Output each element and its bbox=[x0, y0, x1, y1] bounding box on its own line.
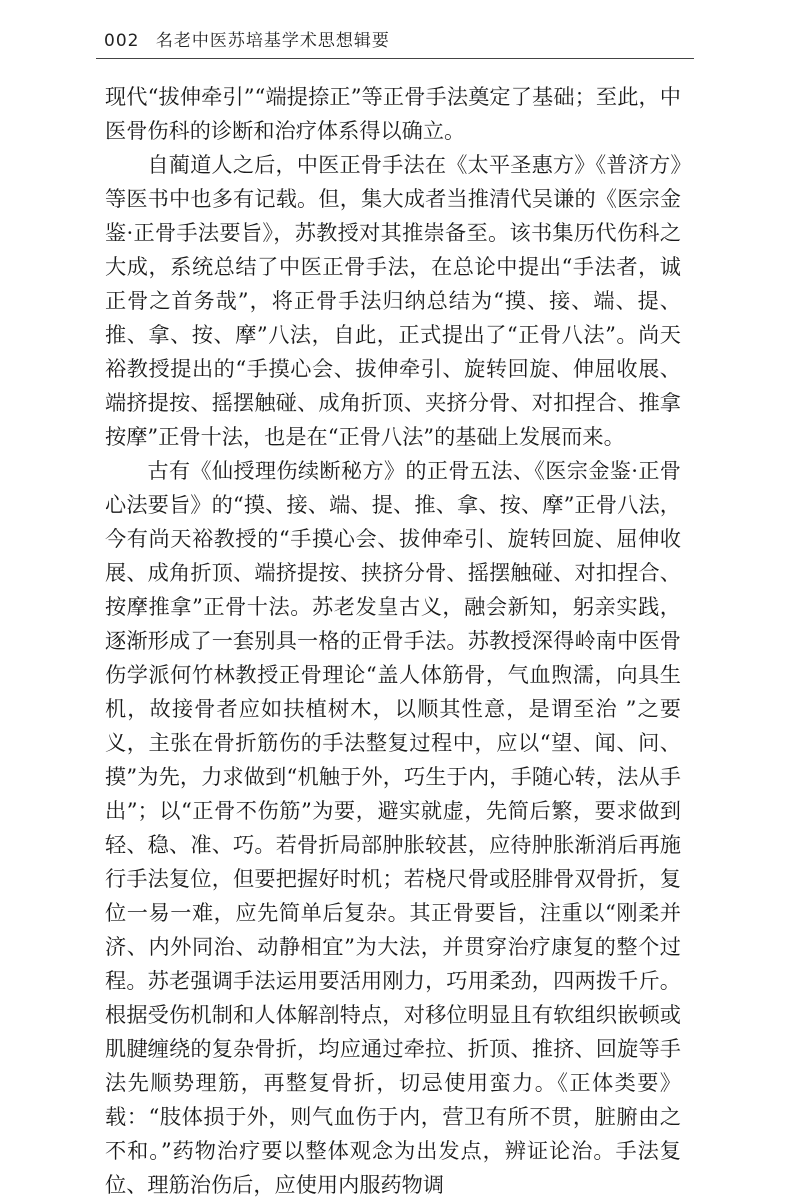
paragraph: 古有《仙授理伤续断秘方》的正骨五法、《医宗金鉴·正骨心法要旨》的“摸、接、端、提、推、拿、按、摩”正骨八法，今有尚天裕教授的“手摸心会、拔伸牵引、旋转回旋、屈伸收展、成角折顶、端挤提按、挟挤分骨、摇摆触碰、对扣捏合、按摩推拿”正骨十法。苏老发皇古义，融会新知，躬亲实践，逐渐形成了一套别具一格的正骨手法。苏教授深得岭南中医骨伤学派何竹林教授正骨理论“盖人体筋骨，气血煦濡，向具生机，故接骨者应如扶植树木，以顺其性意，是谓至治 ”之要义，主张在骨折筋伤的手法整复过程中，应以“望、闻、问、摸”为先，力求做到“机触于外，巧生于内，手随心转，法从手出”；以“正骨不伤筋”为要，避实就虚，先简后繁，要求做到轻、稳、准、巧。若骨折局部肿胀较甚，应待肿胀渐消后再施行手法复位，但要把握好时机；若桡尺骨或胫腓骨双骨折，复位一易一难，应先简单后复杂。其正骨要旨，注重以“刚柔并济、内外同治、动静相宜”为大法，并贯穿治疗康复的整个过程。苏老强调手法运用要活用刚力，巧用柔劲，四两拨千斤。根据受伤机制和人体解剖特点，对移位明显且有软组织嵌顿或肌腱缠绕的复杂骨折，均应通过牵拉、折顶、推挤、回旋等手法先顺势理筋，再整复骨折，切忌使用蛮力。《正体类要》载：“肢体损于外，则气血伤于内，营卫有所不贯，脏腑由之不和。”药物治疗要以整体观念为出发点，辨证论治。手法复位、理筋治伤后，应使用内服药物调 bbox=[105, 458, 681, 1197]
paragraph: 现代“拔伸牵引”“端提捺正”等正骨手法奠定了基础；至此，中医骨伤科的诊断和治疗体系得以确立。 bbox=[105, 84, 681, 143]
page-number: 002 bbox=[104, 31, 140, 51]
header-rule bbox=[96, 58, 694, 59]
body-text bbox=[105, 80, 681, 1202]
running-header bbox=[104, 26, 390, 51]
book-title: 名老中医苏培基学术思想辑要 bbox=[155, 31, 390, 51]
paragraph: 自蔺道人之后，中医正骨手法在《太平圣惠方》《普济方》等医书中也多有记载。但，集大成者当推清代吴谦的《医宗金鉴·正骨手法要旨》，苏教授对其推崇备至。该书集历代伤科之大成，系统总结了中医正骨手法，在总论中提出“手法者，诚正骨之首务哉”，将正骨手法归纳总结为“摸、接、端、提、推、拿、按、摩”八法，自此，正式提出了“正骨八法”。尚天裕教授提出的“手摸心会、拔伸牵引、旋转回旋、伸屈收展、端挤提按、摇摆触碰、成角折顶、夹挤分骨、对扣捏合、推拿按摩”正骨十法，也是在“正骨八法”的基础上发展而来。 bbox=[105, 152, 681, 449]
